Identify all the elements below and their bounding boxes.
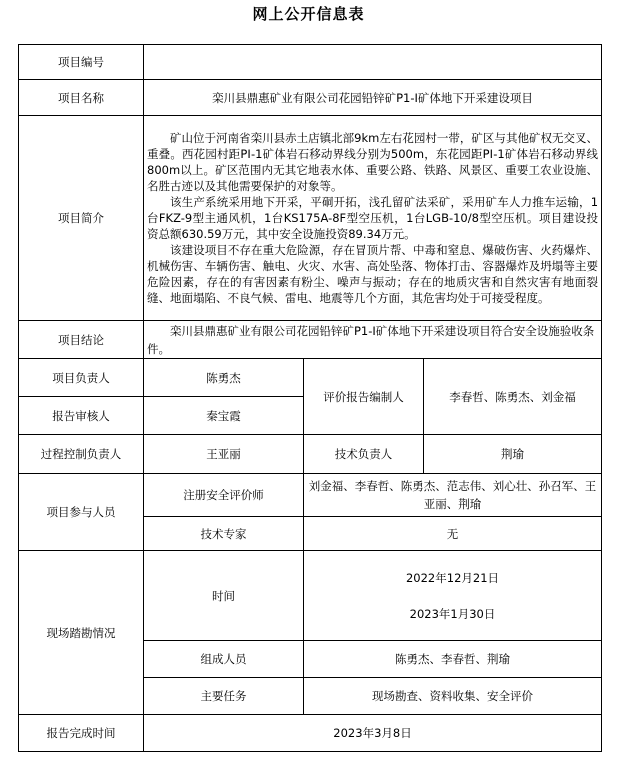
project-name-label: 项目名称 <box>19 80 144 116</box>
info-table <box>18 44 602 752</box>
project-leader-label: 项目负责人 <box>19 359 144 397</box>
tech-leader-value: 荆瑜 <box>424 435 602 474</box>
row-registered-assessors <box>19 474 602 517</box>
survey-time-value <box>304 551 602 641</box>
tech-leader-label: 技术负责人 <box>304 435 424 474</box>
survey-time-end: 2023年1月30日 <box>409 606 496 621</box>
intro-paragraph: 该建设项目不存在重大危险源，存在冒顶片帮、中毒和窒息、爆破伤害、火药爆炸、机械伤害、车辆伤害、触电、火灾、水害、高处坠落、物体打击、容器爆炸及坍塌等主要危险因素，存在的有害因素有粉尘、噪声与振动；存在的地质灾害和自然灾害有地面裂缝、地面塌陷、不良气候、雷电、地震等几个方面，其危害均处于可接受程度。 <box>147 243 599 305</box>
project-conclusion-value: 栾川县鼎惠矿业有限公司花园铅锌矿P1-I矿体地下开采建设项目符合安全设施验收条件。 <box>144 321 602 359</box>
tech-expert-label: 技术专家 <box>144 517 304 551</box>
document-title: 网上公开信息表 <box>252 5 365 23</box>
site-survey-label: 现场踏勘情况 <box>19 551 144 715</box>
registered-assessor-value: 刘金福、李春哲、陈勇杰、范志伟、刘心壮、孙召军、王亚丽、荆瑜 <box>304 474 602 517</box>
project-leader-value: 陈勇杰 <box>144 359 304 397</box>
registered-assessor-label: 注册安全评价师 <box>144 474 304 517</box>
completion-value: 2023年3月8日 <box>144 715 602 752</box>
intro-paragraph: 矿山位于河南省栾川县赤土店镇北部9km左右花园村一带，矿区与其他矿权无交叉、重叠。西花园村距PⅠ-1矿体岩石移动界线分别为500m，东花园距PⅠ-1矿体岩石移动界线800m以上。矿区范围内无其它地表水体、重要公路、铁路、风景区、重要工农业设施、名胜古迹以及其他需要保护的对象等。 <box>147 131 599 193</box>
survey-time-label: 时间 <box>144 551 304 641</box>
row-completion <box>19 715 602 752</box>
row-project-intro <box>19 116 602 321</box>
process-control-value: 王亚丽 <box>144 435 304 474</box>
row-project-conclusion <box>19 321 602 359</box>
report-compilers-label: 评价报告编制人 <box>304 359 424 435</box>
row-process-control <box>19 435 602 474</box>
report-compilers-value: 李春哲、陈勇杰、刘金福 <box>424 359 602 435</box>
project-number-value <box>144 45 602 80</box>
project-conclusion-label: 项目结论 <box>19 321 144 359</box>
project-intro-label: 项目简介 <box>19 116 144 321</box>
project-intro-value <box>144 116 602 321</box>
survey-time-start: 2022年12月21日 <box>405 570 500 585</box>
participants-label: 项目参与人员 <box>19 474 144 551</box>
process-control-label: 过程控制负责人 <box>19 435 144 474</box>
report-reviewer-label: 报告审核人 <box>19 397 144 435</box>
report-reviewer-value: 秦宝霞 <box>144 397 304 435</box>
row-project-number <box>19 45 602 80</box>
row-project-leader <box>19 359 602 397</box>
completion-label: 报告完成时间 <box>19 715 144 752</box>
project-number-label: 项目编号 <box>19 45 144 80</box>
tech-expert-value: 无 <box>304 517 602 551</box>
row-survey-time <box>19 551 602 641</box>
intro-paragraph: 该生产系统采用地下开采，平硐开拓，浅孔留矿法采矿，采用矿车人力推车运输，1台FKZ-9型主通风机，1台KS175A-8F型空压机，1台LGB-10/8型空压机。项目建设投资总额630.59万元，其中安全设施投资89.34万元。 <box>147 195 599 241</box>
project-name-value: 栾川县鼎惠矿业有限公司花园铅锌矿P1-I矿体地下开采建设项目 <box>144 80 602 116</box>
survey-tasks-label: 主要任务 <box>144 678 304 715</box>
survey-team-value: 陈勇杰、李春哲、荆瑜 <box>304 641 602 678</box>
survey-tasks-value: 现场勘查、资料收集、安全评价 <box>304 678 602 715</box>
row-project-name <box>19 80 602 116</box>
survey-team-label: 组成人员 <box>144 641 304 678</box>
